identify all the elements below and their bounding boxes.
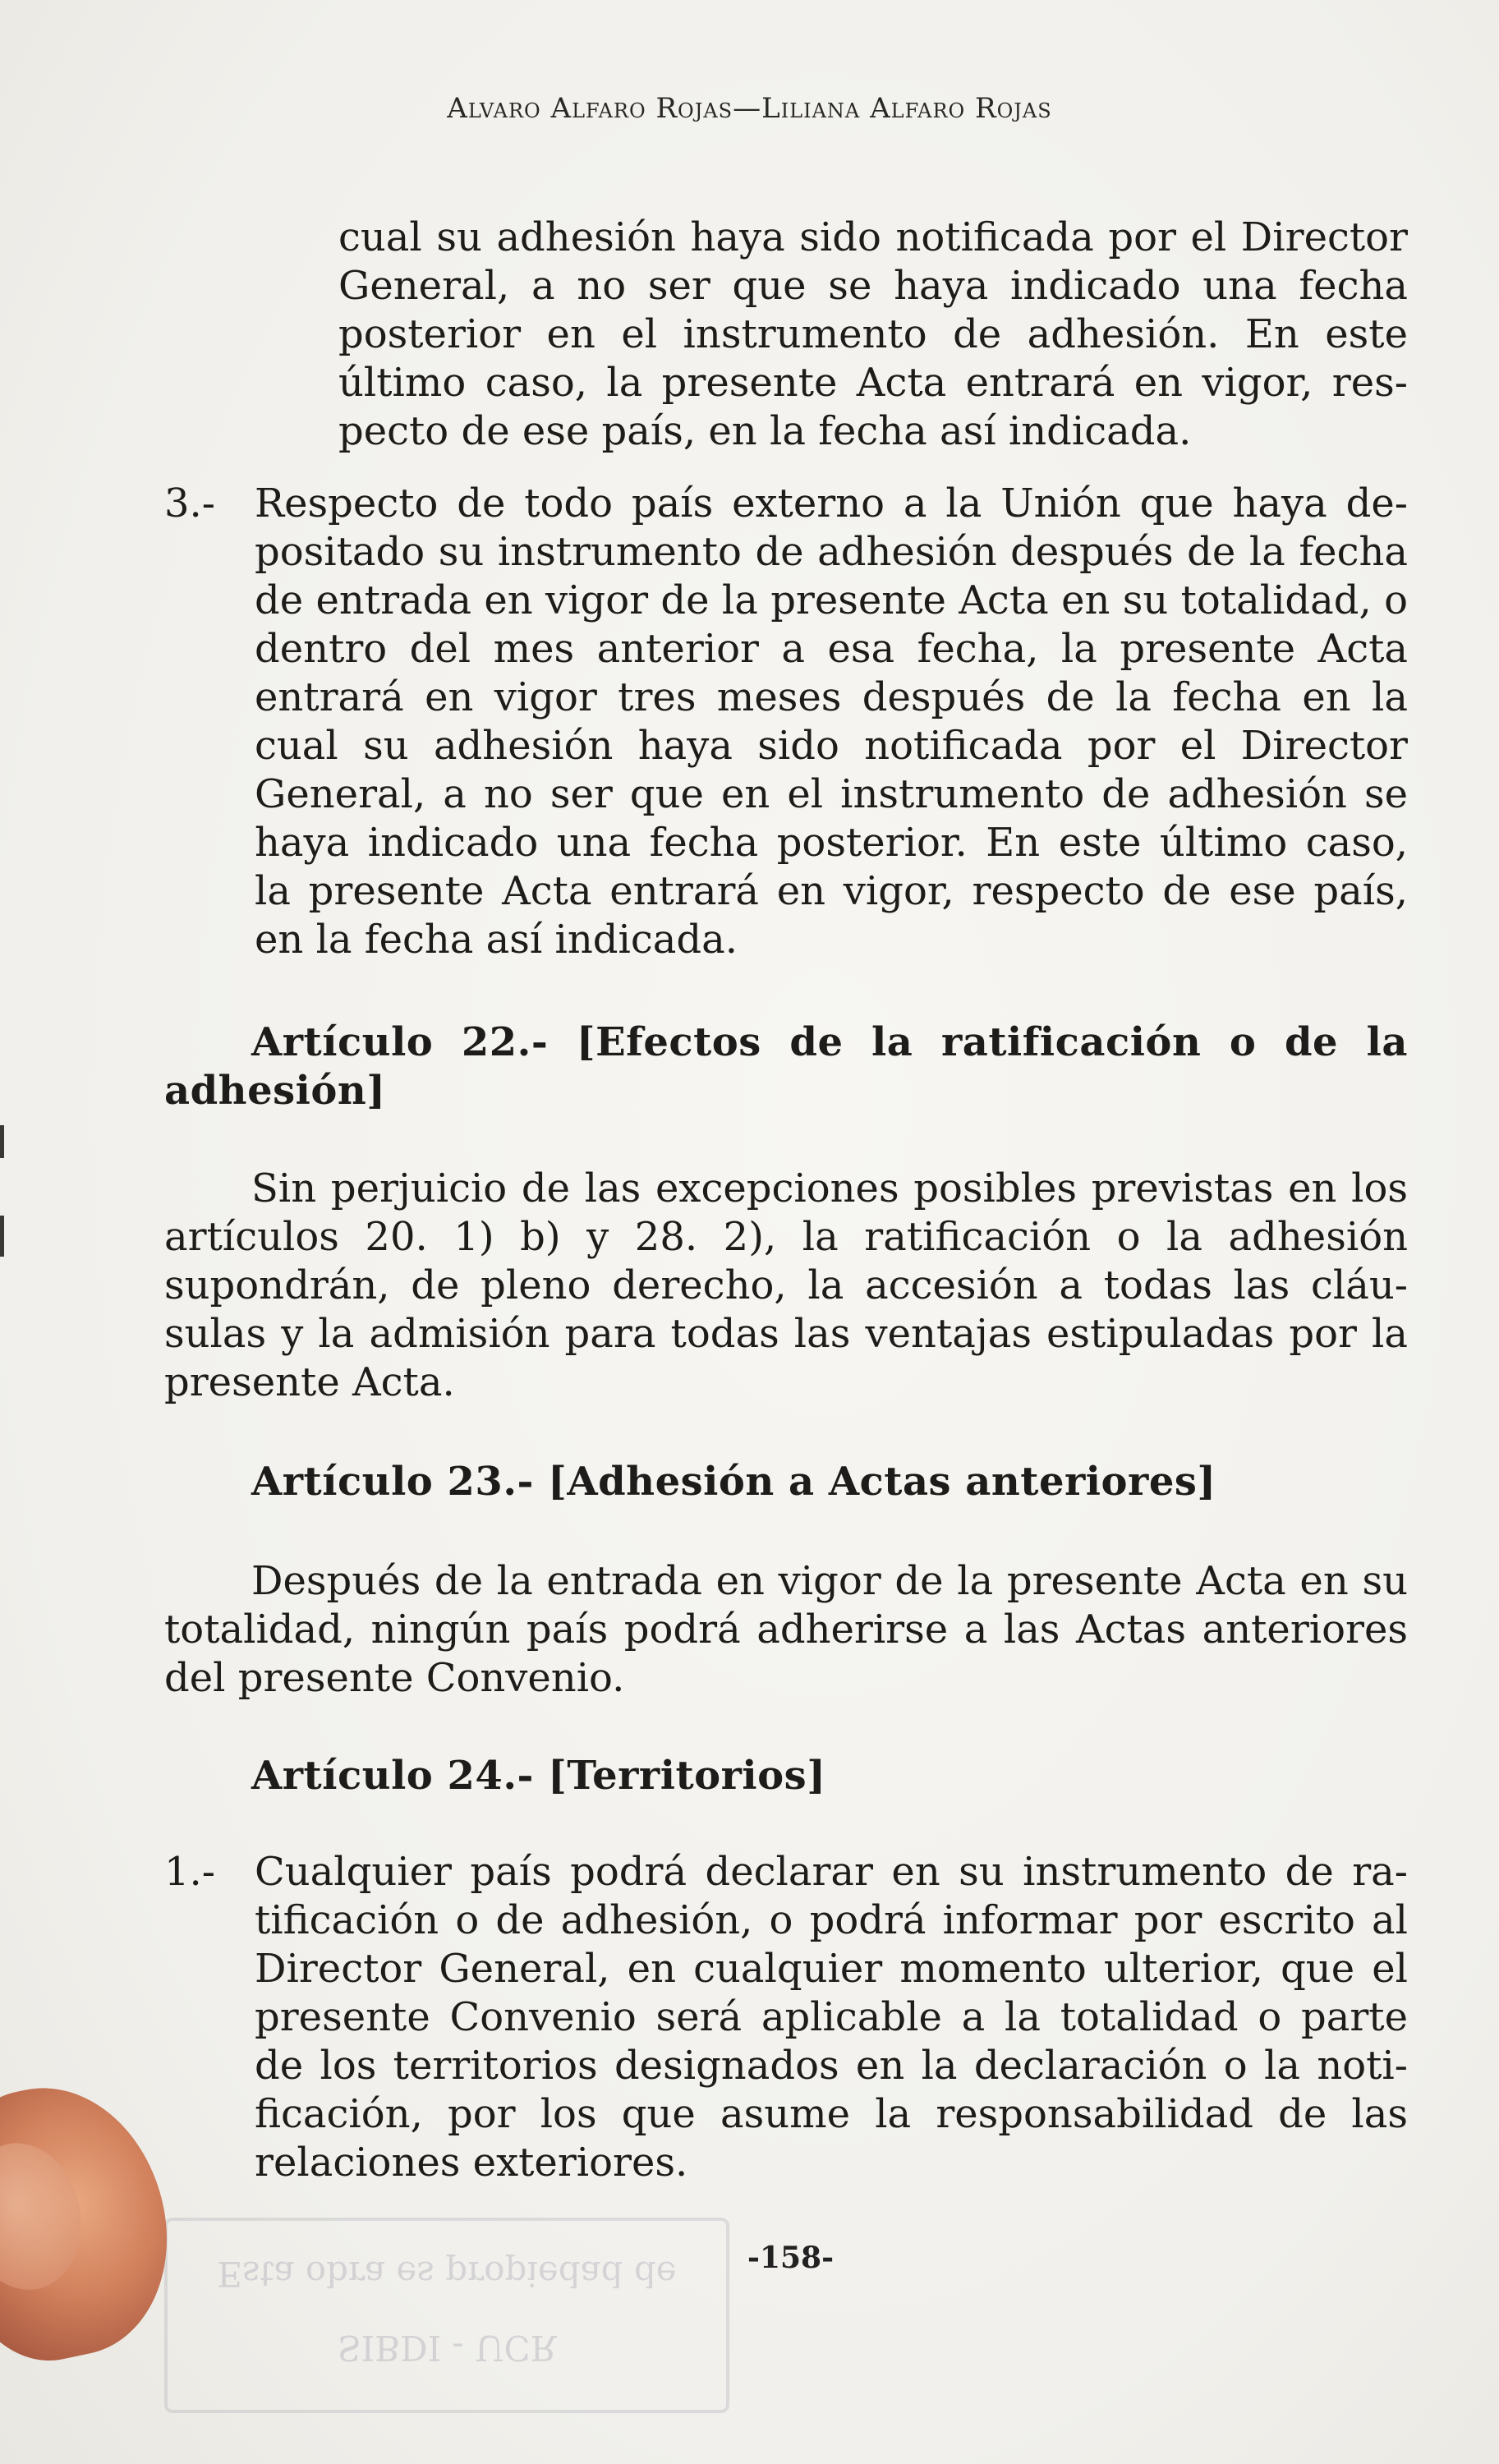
article-22-heading: Artículo 22.- [Efectos de la ratificación o de la adhesión] [164, 1019, 1408, 1114]
item-3-text: Respecto de todo país externo a la Unión que haya depositado su instrumento de adhesión después de la fecha de entrada en vigor de la presente Acta en su totalidad, o dentro del mes anterior a esa fecha, la presente Acta entrará en vigor tres meses después de la fecha en la cual su adhesión haya sido notificada por el Director General, a no ser que en el instrumento de adhesión se haya indicado una fecha posterior. En este último caso, la presente Acta entrará en vigor, respecto de ese país, en la fecha así indicada. [255, 480, 1408, 963]
running-head: Alvaro Alfaro Rojas—Liliana Alfaro Rojas [447, 92, 1052, 125]
stamp-line-1: Esta obra es propiedad de [217, 2254, 677, 2294]
continuation-paragraph: cual su adhesión haya sido notificada por el Director General, a no ser que se haya indicado una fecha posterior en el instrumento de adhesión. En este último caso, la presente Acta entrará en vigor, respecto de ese país, en la fecha así indicada. [338, 214, 1408, 454]
page-edge-mark [0, 1125, 4, 1158]
thumb-photo [0, 2067, 190, 2377]
library-stamp [164, 2218, 729, 2413]
stamp-line-2: SIBDI - UCR [337, 2328, 557, 2368]
page-number: -158- [747, 2241, 835, 2275]
article-22-text: Sin perjuicio de las excepciones posibles previstas en los artículos 20. 1) b) y 28. 2), la ratificación o la adhesión supondrán, de pleno derecho, la accesión a todas las cláusulas y la admisión para todas las ventajas estipuladas por la presente Acta. [164, 1165, 1408, 1405]
item-3-label: 3.- [164, 480, 216, 526]
item-1-text: Cualquier país podrá declarar en su instrumento de ratificación o de adhesión, o podrá informar por escrito al Director General, en cualquier momento ulterior, que el presente Convenio será aplicable a la totalidad o parte de los territorios designados en la declaración o la notificación, por los que asume la responsabilidad de las relaciones exteriores. [255, 1849, 1408, 2186]
item-1-label: 1.- [164, 1849, 216, 1895]
thumb-highlight [0, 2132, 94, 2301]
article-23-text: Después de la entrada en vigor de la presente Acta en su totalidad, ningún país podrá adherirse a las Actas anteriores del presente Convenio. [164, 1558, 1408, 1701]
article-23-heading: Artículo 23.- [Adhesión a Actas anteriores] [251, 1459, 1216, 1505]
article-24-heading: Artículo 24.- [Territorios] [251, 1753, 826, 1799]
page-edge-mark [0, 1216, 4, 1257]
